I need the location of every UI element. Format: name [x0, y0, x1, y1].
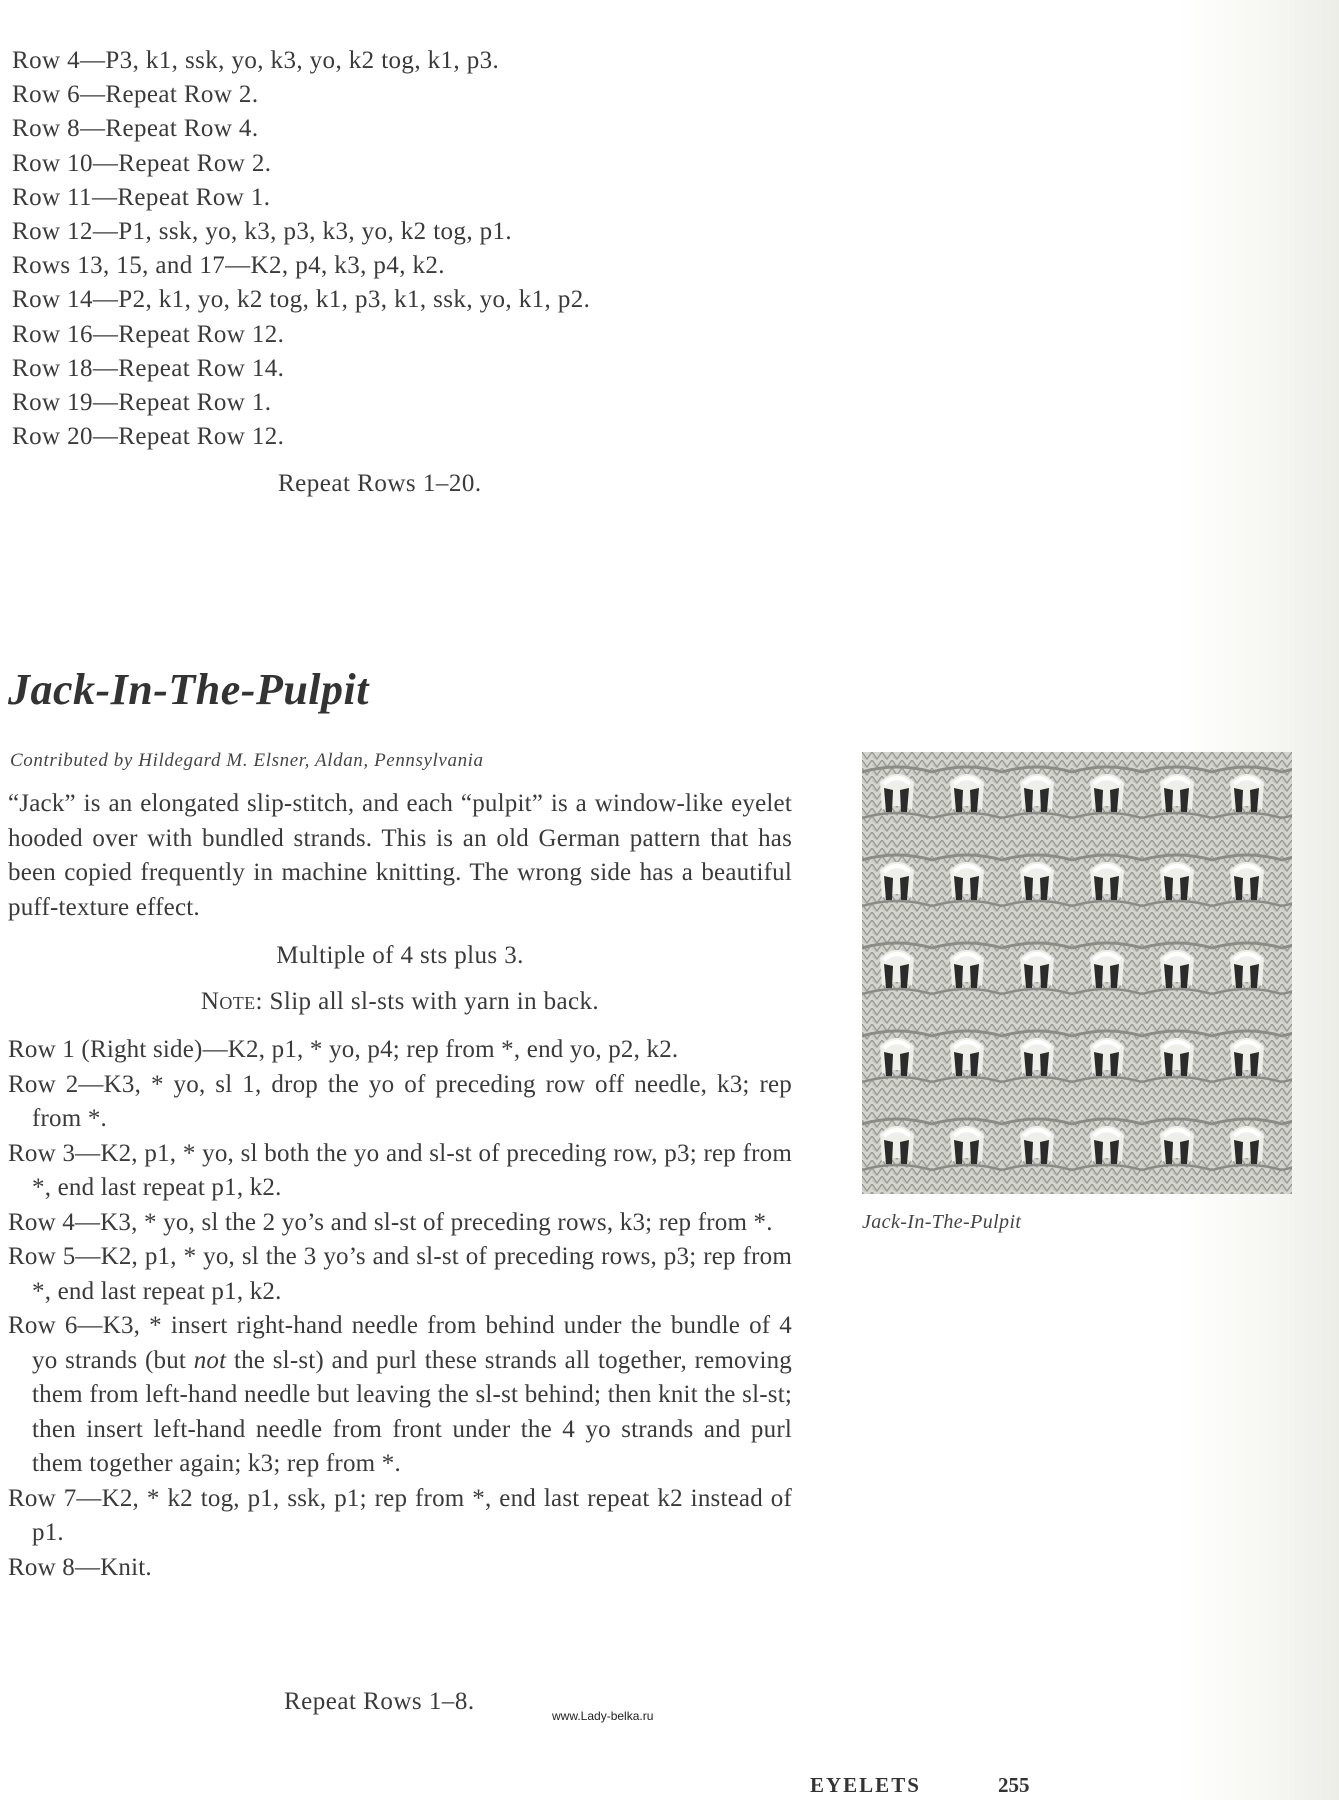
row-instruction: Row 8—Knit.: [8, 1553, 152, 1581]
row-line: Row 19—Repeat Row 1.: [12, 389, 272, 417]
row-line: Row 16—Repeat Row 12.: [12, 320, 285, 348]
watermark-url: www.Lady-belka.ru: [552, 1709, 654, 1723]
knitting-swatch-photo: [862, 752, 1292, 1194]
pattern-title: Jack-In-The-Pulpit: [8, 665, 369, 714]
pattern-intro: “Jack” is an elongated slip-stitch, and each “pulpit” is a window-like eyelet hooded over with bundled strands. This is an old German pattern that has been copied frequently in machine knitting. The wrong side has a beautiful puff-texture effect.: [8, 790, 792, 921]
stitch-multiple: Multiple of 4 sts plus 3.: [276, 942, 524, 969]
pattern-rows: [8, 1033, 792, 1585]
photo-caption: Jack-In-The-Pulpit: [862, 1211, 1022, 1233]
row-instruction: Row 4—K3, * yo, sl the 2 yo’s and sl-st of preceding rows, k3; rep from *.: [8, 1208, 773, 1236]
row-instruction: Row 7—K2, * k2 tog, p1, ssk, p1; rep from *, end last repeat k2 instead of p1.: [8, 1484, 792, 1546]
swatch-image: [862, 752, 1292, 1194]
row-line: Row 20—Repeat Row 12.: [12, 423, 285, 451]
row-instruction: Row 5—K2, p1, * yo, sl the 3 yo’s and sl-st of preceding rows, p3; rep from *, end last repeat p1, k2.: [8, 1243, 792, 1305]
note-text: Slip all sl-sts with yarn in back.: [262, 988, 600, 1015]
row-line: Row 18—Repeat Row 14.: [12, 354, 285, 382]
row-instruction: Row 2—K3, * yo, sl 1, drop the yo of preceding row off needle, k3; rep from *.: [8, 1070, 792, 1132]
row-line: Row 10—Repeat Row 2.: [12, 149, 272, 177]
row-line: Rows 13, 15, and 17—K2, p4, k3, p4, k2.: [12, 252, 445, 280]
pattern-note: [8, 988, 792, 1016]
row-line: Row 11—Repeat Row 1.: [12, 183, 271, 211]
previous-pattern-rows: [12, 44, 772, 454]
page-number: 255: [998, 1773, 1030, 1797]
pattern-credit: Contributed by Hildegard M. Elsner, Aldan, Pennsylvania: [10, 750, 484, 771]
row-line: Row 6—Repeat Row 2.: [12, 81, 259, 109]
row-instruction: Row 3—K2, p1, * yo, sl both the yo and sl-st of preceding row, p3; rep from *, end last repeat p1, k2.: [8, 1139, 792, 1201]
row-line: Row 4—P3, k1, ssk, yo, k3, yo, k2 tog, k1, p3.: [12, 47, 500, 74]
note-label: Note:: [200, 988, 263, 1015]
previous-pattern-repeat: Repeat Rows 1–20.: [278, 470, 482, 497]
row-line: Row 12—P1, ssk, yo, k3, p3, k3, yo, k2 tog, p1.: [12, 218, 513, 246]
running-head: EYELETS: [810, 1773, 921, 1797]
row6-emphasis: not: [193, 1346, 227, 1374]
row6-text-b: the sl-st) and purl these strands all together, removing them from left-hand needle but leaving the sl-st behind; then knit the sl-st; then insert left-hand needle from front under the 4 yo strands and purl them together again; k3; rep from *.: [32, 1346, 792, 1477]
row-line: Row 14—P2, k1, yo, k2 tog, k1, p3, k1, ssk, yo, k1, p2.: [12, 286, 591, 314]
row-instruction-6: [8, 1309, 792, 1482]
pattern-repeat: Repeat Rows 1–8.: [284, 1688, 475, 1715]
row6-text-a: Row 6—K3, * insert right-hand needle from behind under the bundle of 4 yo strands (but: [8, 1312, 792, 1374]
row-line: Row 8—Repeat Row 4.: [12, 115, 259, 143]
row-instruction: Row 1 (Right side)—K2, p1, * yo, p4; rep from *, end yo, p2, k2.: [8, 1036, 679, 1063]
